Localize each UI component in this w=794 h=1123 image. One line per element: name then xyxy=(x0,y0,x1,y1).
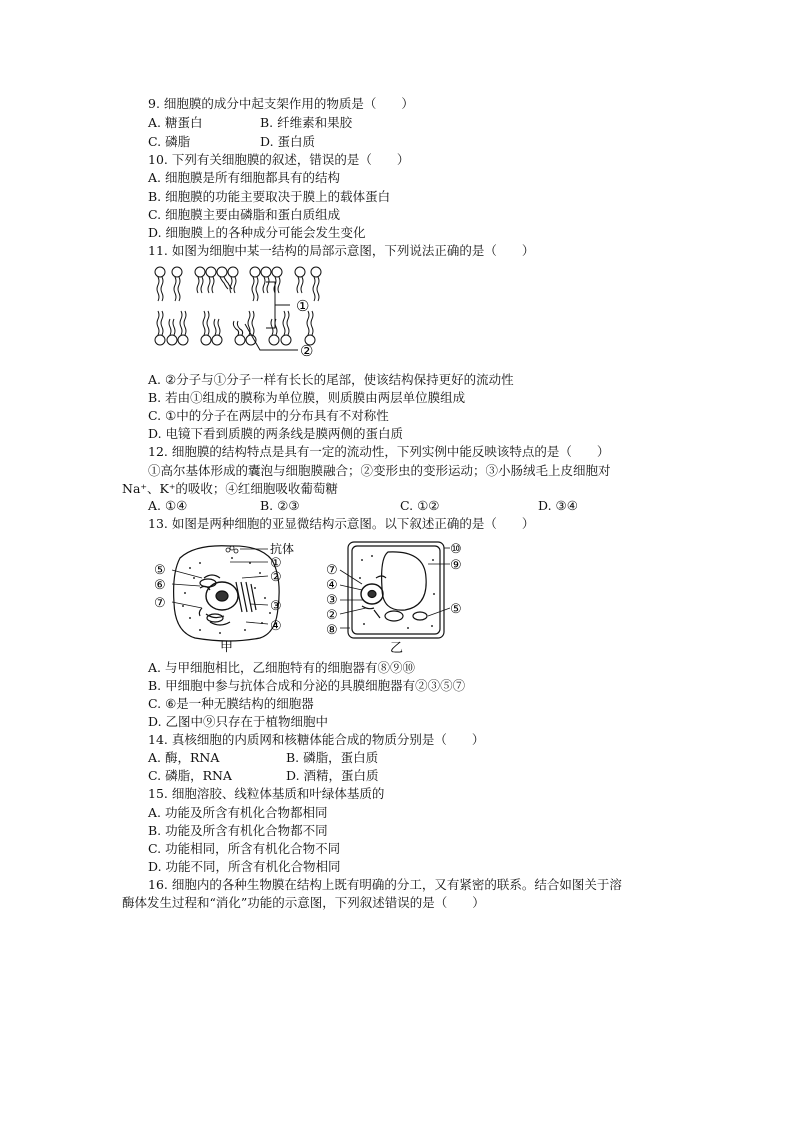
q15-option-b: B. 功能及所含有机化合物都不同 xyxy=(148,823,328,838)
q14-stem: 14. 真核细胞的内质网和核糖体能合成的物质分别是（ ） xyxy=(148,732,485,747)
q11-option-c: C. ①中的分子在两层中的分布具有不对称性 xyxy=(148,408,389,423)
q13-option-d: D. 乙图中⑨只存在于植物细胞中 xyxy=(148,714,329,729)
q12-stem: 12. 细胞膜的结构特点是具有一定的流动性，下列实例中能反映该特点的是（ ） xyxy=(148,444,610,459)
q9-option-c: C. 磷脂 xyxy=(148,134,191,149)
q10-option-b: B. 细胞膜的功能主要取决于膜上的载体蛋白 xyxy=(148,189,391,204)
q10-option-a: A. 细胞膜是所有细胞都具有的结构 xyxy=(148,170,340,185)
q16-stem-line2: 酶体发生过程和“消化”功能的示意图，下列叙述错误的是（ ） xyxy=(122,895,485,910)
q10-option-d: D. 细胞膜上的各种成分可能会发生变化 xyxy=(148,225,366,240)
cell-b-label-10: ⑩ xyxy=(450,542,462,557)
q9-option-d: D. 蛋白质 xyxy=(260,134,316,149)
cell-b-label-2: ② xyxy=(326,608,338,623)
q12-option-a: A. ①④ xyxy=(148,498,188,513)
q13-option-a: A. 与甲细胞相比，乙细胞特有的细胞器有⑧⑨⑩ xyxy=(148,660,415,675)
q15-option-c: C. 功能相同，所含有机化合物不同 xyxy=(148,841,341,856)
q9-option-a: A. 糖蛋白 xyxy=(148,115,203,130)
cell-b-label-9: ⑨ xyxy=(450,558,462,573)
q16-stem-line1: 16. 细胞内的各种生物膜在结构上既有明确的分工，又有紧密的联系。结合如图关于溶 xyxy=(148,877,622,892)
figure-label-2: ② xyxy=(300,342,314,360)
q13-option-c: C. ⑥是一种无膜结构的细胞器 xyxy=(148,696,314,711)
q15-option-d: D. 功能不同，所含有机化合物相同 xyxy=(148,859,341,874)
q9-stem: 9. 细胞膜的成分中起支架作用的物质是（ ） xyxy=(148,96,414,111)
cell-b-label-7: ⑦ xyxy=(326,563,338,578)
cell-a-name: 甲 xyxy=(220,640,234,655)
cell-a-label-6: ⑥ xyxy=(154,578,166,593)
cell-a-label-1: ① xyxy=(270,556,282,571)
cell-a-label-2: ② xyxy=(270,570,282,585)
cell-a-label-4: ④ xyxy=(270,619,282,634)
q14-option-d: D. 酒精，蛋白质 xyxy=(286,768,379,783)
cell-b-label-8: ⑧ xyxy=(326,623,338,638)
cell-a-label-5: ⑤ xyxy=(154,563,166,578)
q10-stem: 10. 下列有关细胞膜的叙述，错误的是（ ） xyxy=(148,152,410,167)
q11-option-a: A. ②分子与①分子一样有长长的尾部，使该结构保持更好的流动性 xyxy=(148,372,514,387)
q11-stem: 11. 如图为细胞中某一结构的局部示意图，下列说法正确的是（ ） xyxy=(148,243,535,258)
q14-option-a: A. 酶，RNA xyxy=(148,750,220,765)
phospholipid-bilayer-figure xyxy=(150,262,340,368)
cell-a-label-3: ③ xyxy=(270,599,282,614)
q11-option-d: D. 电镜下看到质膜的两条线是膜两侧的蛋白质 xyxy=(148,426,404,441)
q14-option-b: B. 磷脂，蛋白质 xyxy=(286,750,379,765)
q12-option-d: D. ③④ xyxy=(538,498,578,513)
q11-option-b: B. 若由①组成的膜称为单位膜，则质膜由两层单位膜组成 xyxy=(148,390,466,405)
cell-structure-figure xyxy=(150,538,480,658)
q12-option-b: B. ②③ xyxy=(260,498,300,513)
q12-examples-line1: ①高尔基体形成的囊泡与细胞膜融合；②变形虫的变形运动；③小肠绒毛上皮细胞对 xyxy=(148,463,611,478)
cell-b-label-4: ④ xyxy=(326,578,338,593)
q13-stem: 13. 如图是两种细胞的亚显微结构示意图。以下叙述正确的是（ ） xyxy=(148,516,535,531)
cell-a-label-7: ⑦ xyxy=(154,596,166,611)
cell-b-name: 乙 xyxy=(390,641,404,656)
antibody-label: 抗体 xyxy=(270,542,295,556)
q15-stem: 15. 细胞溶胶、线粒体基质和叶绿体基质的 xyxy=(148,786,385,801)
cell-b-label-3: ③ xyxy=(326,593,338,608)
q12-option-c: C. ①② xyxy=(400,498,440,513)
q14-option-c: C. 磷脂，RNA xyxy=(148,768,232,783)
q12-examples-line2: Na⁺、K⁺的吸收；④红细胞吸收葡萄糖 xyxy=(122,481,338,496)
figure-label-1: ① xyxy=(296,297,310,315)
q13-option-b: B. 甲细胞中参与抗体合成和分泌的具膜细胞器有②③⑤⑦ xyxy=(148,678,466,693)
cell-b-label-5: ⑤ xyxy=(450,602,462,617)
q15-option-a: A. 功能及所含有机化合物都相同 xyxy=(148,805,328,820)
q9-option-b: B. 纤维素和果胶 xyxy=(260,115,353,130)
q10-option-c: C. 细胞膜主要由磷脂和蛋白质组成 xyxy=(148,207,341,222)
